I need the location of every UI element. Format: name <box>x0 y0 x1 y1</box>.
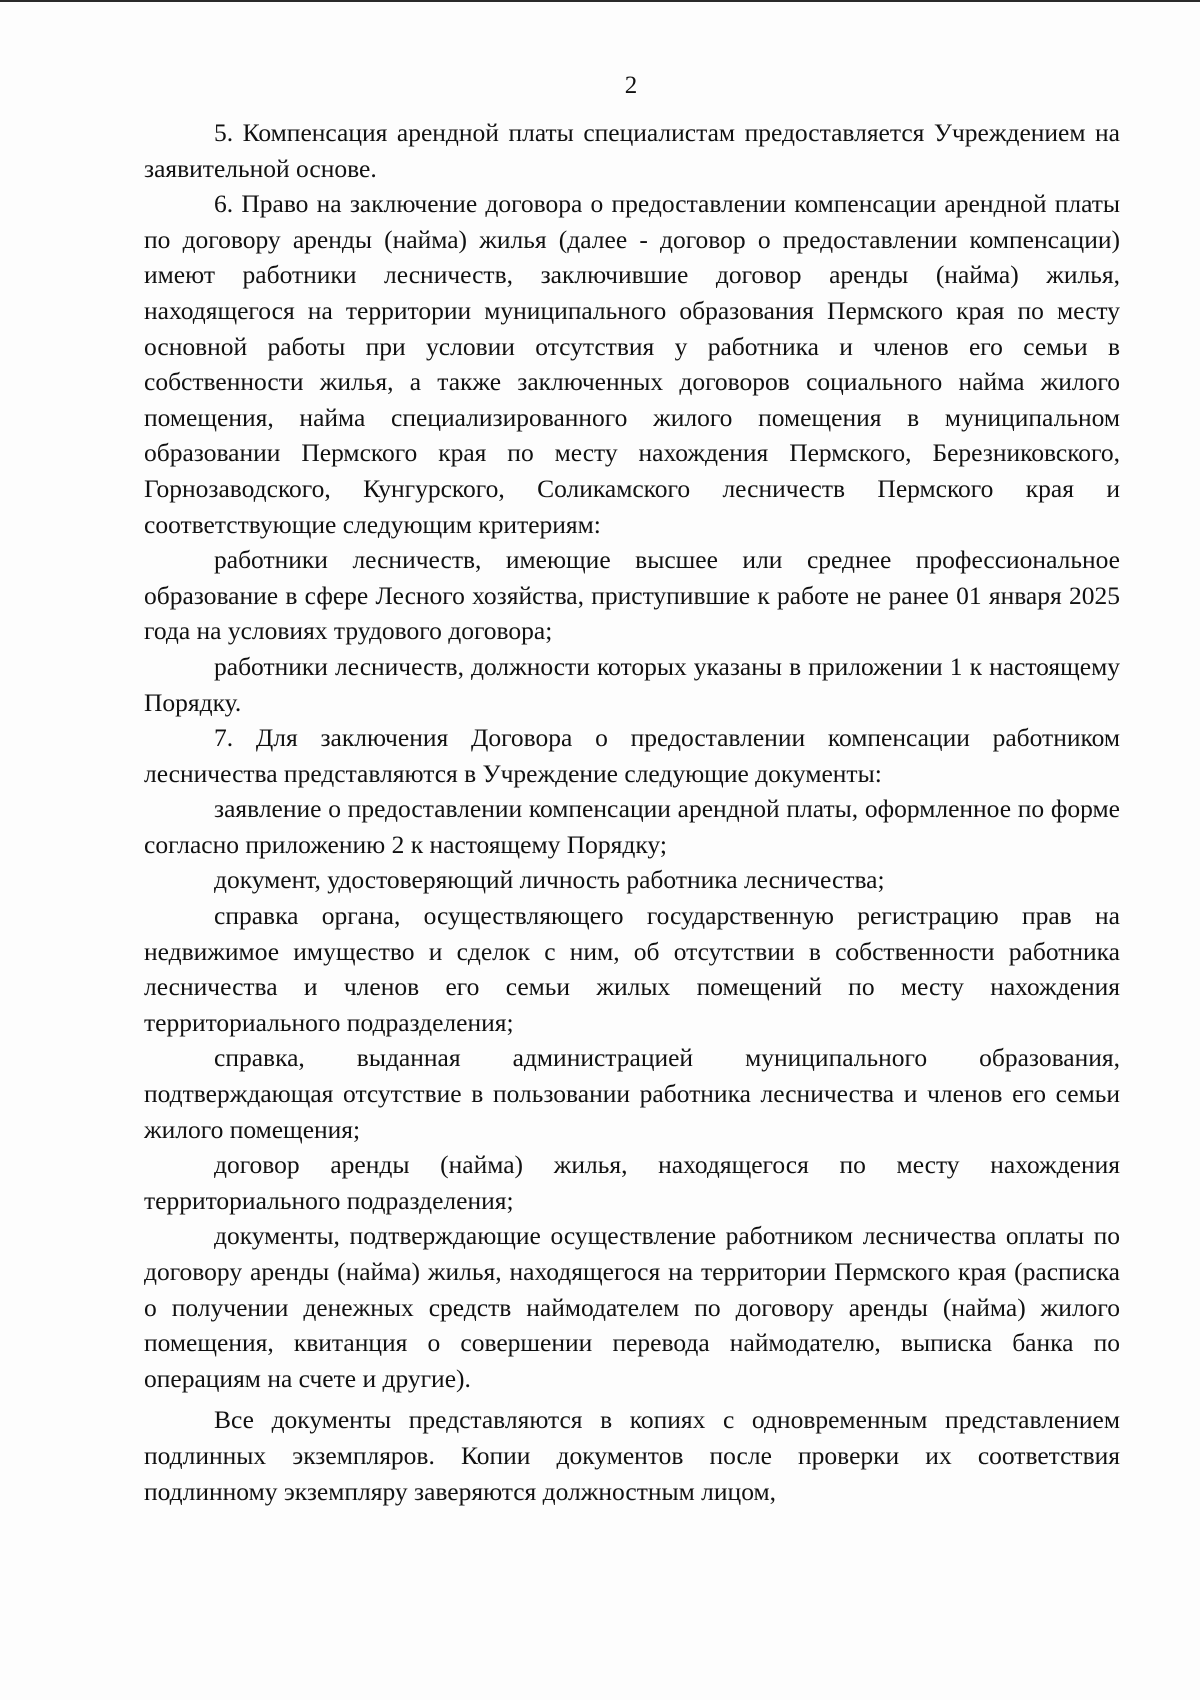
document-item-municipal-certificate: справка, выданная администрацией муниципального образования, подтверждающая отсутствие в пользовании работника лесничества и членов его семьи жилого помещения; <box>144 1043 1120 1144</box>
paragraph-5: 5. Компенсация арендной платы специалистам предоставляется Учреждением на заявительной основе. <box>144 118 1120 183</box>
document-item-payment-proof: документы, подтверждающие осуществление работником лесничества оплаты по договору аренды (найма) жилья, находящегося на территории Пермского края (расписка о получении денежных средств наймодателем по договору аренды (найма) жилого помещения, квитанция о совершении перевода наймодателю, выписка банка по операциям на счете и другие). <box>144 1221 1120 1393</box>
criteria-item-education: работники лесничеств, имеющие высшее или среднее профессиональное образование в сфере Лесного хозяйства, приступившие к работе не ранее 01 января 2025 года на условиях трудового договора; <box>144 545 1120 646</box>
document-body <box>144 115 1120 1509</box>
criteria-item-positions: работники лесничеств, должности которых указаны в приложении 1 к настоящему Порядку. <box>144 651 1120 717</box>
paragraph-copies-note: Все документы представляются в копиях с одновременным представлением подлинных экземпляров. Копии документов после проверки их соответствия подлинному экземпляру заверяются должностным лицом, <box>144 1405 1120 1506</box>
document-item-registry-certificate: справка органа, осуществляющего государственную регистрацию прав на недвижимое имущество и сделок с ним, об отсутствии в собственности работника лесничества и членов его семьи жилых помещений по месту нахождения территориального подразделения; <box>144 901 1120 1037</box>
document-item-application: заявление о предоставлении компенсации арендной платы, оформленное по форме согласно приложению 2 к настоящему Порядку; <box>144 794 1120 859</box>
document-item-lease-agreement: договор аренды (найма) жилья, находящегося по месту нахождения территориального подразделения; <box>144 1150 1120 1215</box>
paragraph-7: 7. Для заключения Договора о предоставлении компенсации работником лесничества представляются в Учреждение следующие документы: <box>144 723 1120 788</box>
document-item-identity: документ, удостоверяющий личность работника лесничества; <box>214 865 885 895</box>
paragraph-6: 6. Право на заключение договора о предоставлении компенсации арендной платы по договору аренды (найма) жилья (далее - договор о предоставлении компенсации) имеют работники лесничеств, заключившие договор аренды (найма) жилья, находящегося на территории муниципального образования Пермского края по месту основной работы при условии отсутствия у работника и членов его семьи в собственности жилья, а также заключенных договоров социального найма жилого помещения, найма специализированного жилого помещения в муниципальном образовании Пермского края по месту нахождения Пермского, Березниковского, Горнозаводского, Кунгурского, Соликамского лесничеств Пермского края и соответствующие следующим критериям: <box>144 189 1120 539</box>
page-number: 2 <box>624 72 638 99</box>
